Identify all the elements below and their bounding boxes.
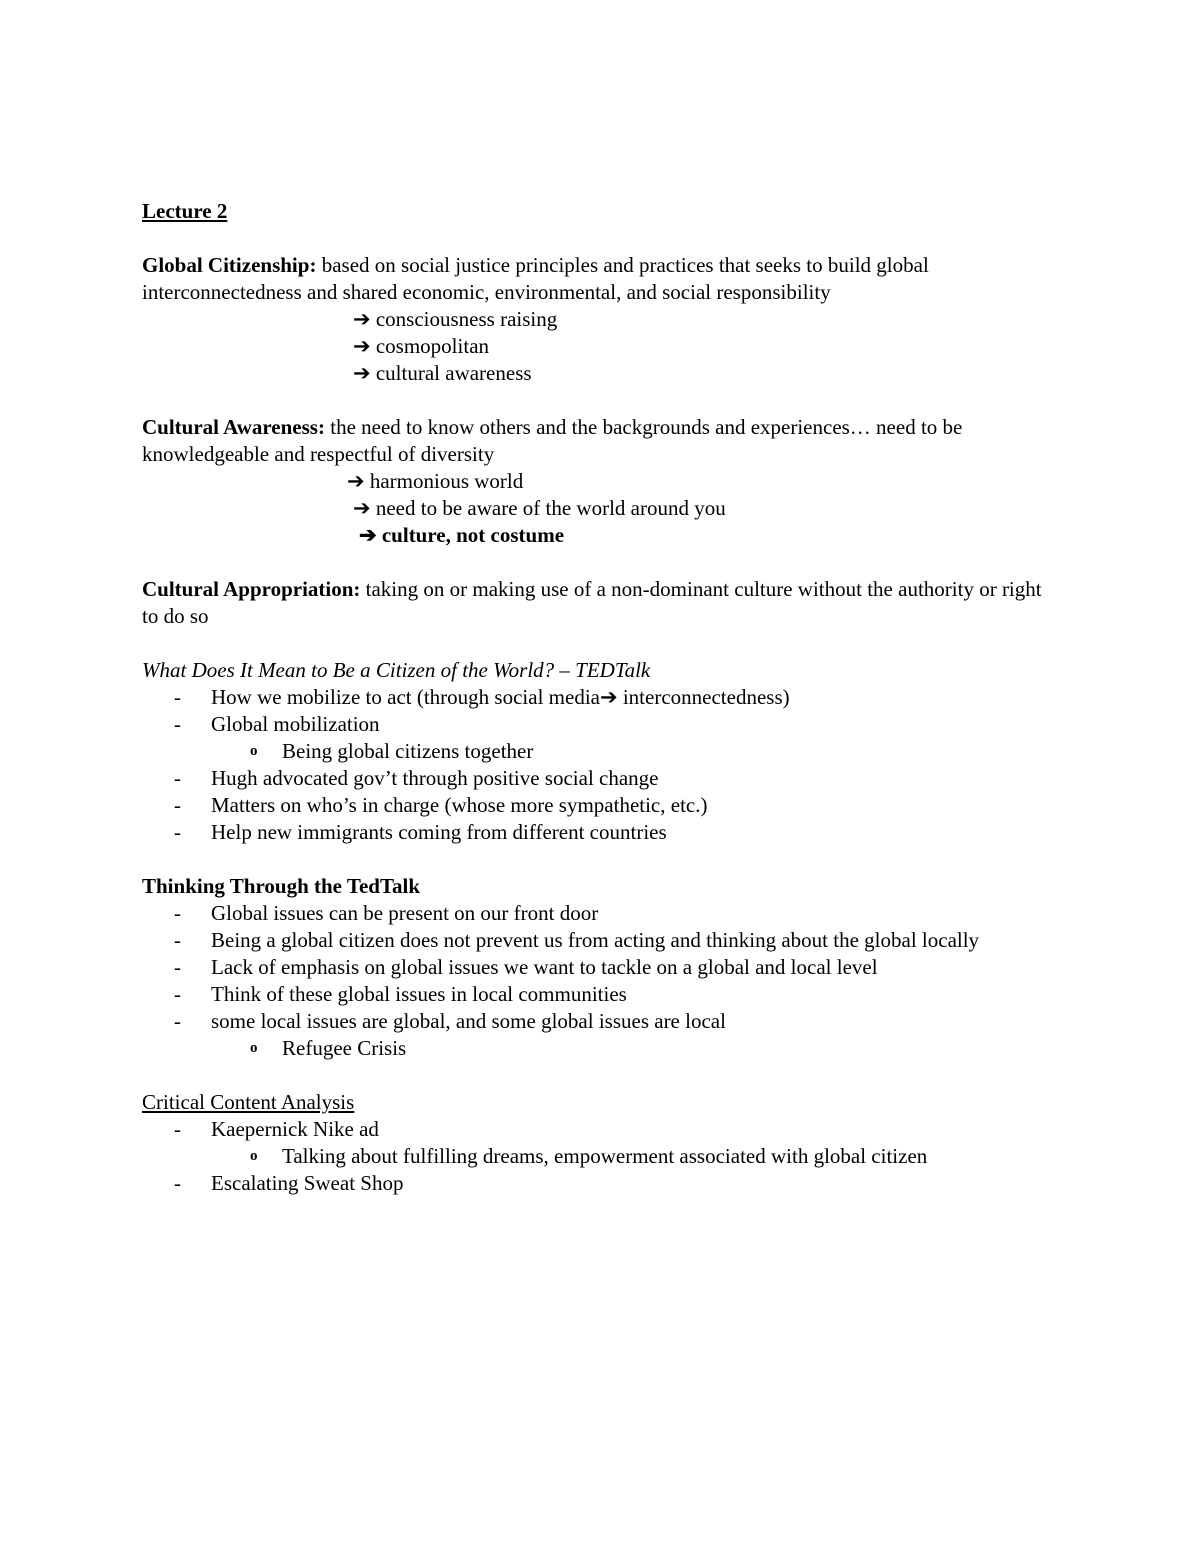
list-item: - Lack of emphasis on global issues we want to tackle on a global and local level [174, 955, 878, 979]
list-item: - How we mobilize to act (through social media➔ interconnectedness) [174, 685, 790, 709]
arrow-icon: ➔ [347, 469, 365, 493]
arrow-icon: ➔ [353, 496, 371, 520]
list-item: - Help new immigrants coming from different countries [174, 820, 667, 844]
arrow-item: ➔ cosmopolitan [353, 334, 490, 358]
dash-bullet-icon: - [174, 1171, 181, 1195]
list-item: - Matters on who’s in charge (whose more sympathetic, etc.) [174, 793, 708, 817]
list-item: - Kaepernick Nike ad [174, 1117, 379, 1141]
list-item: - some local issues are global, and some global issues are local [174, 1009, 726, 1033]
dash-bullet-icon: - [174, 901, 181, 925]
list-item: - Global mobilization [174, 712, 380, 736]
arrow-item: ➔ harmonious world [347, 469, 524, 493]
list-item: - Being a global citizen does not prevent us from acting and thinking about the global locally [174, 928, 980, 952]
arrow-item: ➔ need to be aware of the world around you [353, 496, 726, 520]
arrow-icon: ➔ [353, 361, 371, 385]
arrow-icon: ➔ [599, 685, 618, 709]
circle-bullet-icon: o [250, 743, 258, 759]
cultural-appropriation-definition: Cultural Appropriation: taking on or making use of a non-dominant culture without the authority or right to do so [142, 577, 1042, 628]
dash-bullet-icon: - [174, 820, 181, 844]
circle-bullet-icon: o [250, 1040, 258, 1056]
arrow-icon: ➔ [353, 334, 371, 358]
list-item: - Hugh advocated gov’t through positive social change [174, 766, 659, 790]
tedtalk-title: What Does It Mean to Be a Citizen of the World? – TEDTalk [142, 658, 651, 682]
dash-bullet-icon: - [174, 955, 181, 979]
global-citizenship-definition: Global Citizenship: based on social justice principles and practices that seeks to build global interconnectedness and shared economic, environmental, and social responsibility [142, 253, 929, 304]
list-item: - Escalating Sweat Shop [174, 1171, 404, 1195]
sub-list-item: o Talking about fulfilling dreams, empowerment associated with global citizen [250, 1144, 928, 1168]
arrow-icon: ➔ [353, 307, 371, 331]
arrow-item: ➔ culture, not costume [359, 523, 565, 547]
term-cultural-appropriation: Cultural Appropriation: [142, 577, 361, 601]
arrow-icon: ➔ [359, 523, 377, 547]
dash-bullet-icon: - [174, 1117, 181, 1141]
list-item: - Think of these global issues in local communities [174, 982, 627, 1006]
sub-list-item: o Refugee Crisis [250, 1036, 407, 1060]
sub-list-item: o Being global citizens together [250, 739, 534, 763]
dash-bullet-icon: - [174, 793, 181, 817]
critical-title: Critical Content Analysis [142, 1090, 355, 1114]
dash-bullet-icon: - [174, 685, 181, 709]
thinking-title: Thinking Through the TedTalk [142, 874, 421, 898]
dash-bullet-icon: - [174, 1009, 181, 1033]
lecture-title: Lecture 2 [142, 199, 228, 223]
arrow-item: ➔ cultural awareness [353, 361, 532, 385]
arrow-item: ➔ consciousness raising [353, 307, 558, 331]
cultural-awareness-definition: Cultural Awareness: the need to know others and the backgrounds and experiences… need to be knowledgeable and respectful of diversity [142, 415, 963, 466]
dash-bullet-icon: - [174, 766, 181, 790]
circle-bullet-icon: o [250, 1148, 258, 1164]
list-item: - Global issues can be present on our front door [174, 901, 599, 925]
document-page [142, 198, 1042, 1197]
term-cultural-awareness: Cultural Awareness: [142, 415, 325, 439]
dash-bullet-icon: - [174, 712, 181, 736]
dash-bullet-icon: - [174, 982, 181, 1006]
dash-bullet-icon: - [174, 928, 181, 952]
term-global-citizenship: Global Citizenship: [142, 253, 317, 277]
